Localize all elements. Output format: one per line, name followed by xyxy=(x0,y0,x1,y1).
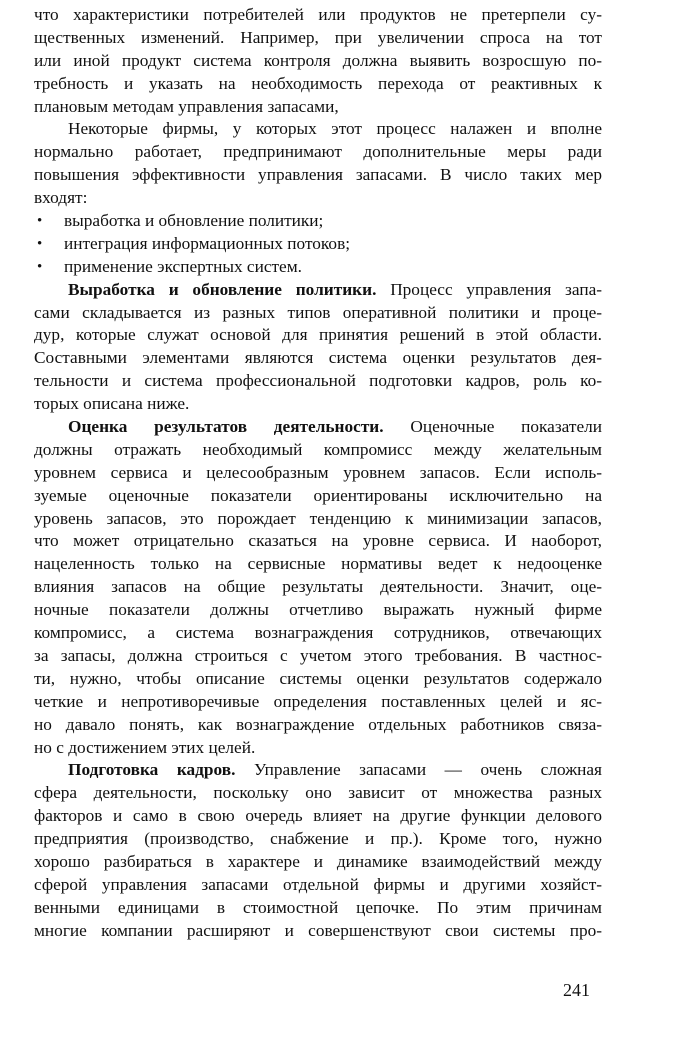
text-line: дур, которые служат основой для принятия решений в этой области. xyxy=(34,325,602,345)
text-line: ти, нужно, чтобы описание системы оценки результатов содержало xyxy=(34,668,602,688)
text-line: повышения эффективности управления запасами. В число таких мер xyxy=(34,165,602,185)
bullet-marker: • xyxy=(37,235,43,252)
text-line: сами складывается из разных типов оперативной политики и проце- xyxy=(34,302,602,322)
bullet-item xyxy=(34,210,602,233)
text-line: но с достижением этих целей. xyxy=(34,737,256,757)
text-line: сфера деятельности, поскольку оно зависит от множества разных xyxy=(34,783,602,803)
text-line: должны отражать необходимый компромисс между желательным xyxy=(34,439,602,459)
text-line: что характеристики потребителей или продуктов не претерпели су- xyxy=(34,5,602,24)
text-line: но давало понять, как вознаграждение отдельных работников связа- xyxy=(34,714,602,734)
text-line xyxy=(34,759,602,782)
text-line: за запасы, должна строиться с учетом этого требования. В частнос- xyxy=(34,645,602,665)
section-heading-training: Подготовка кадров. xyxy=(68,760,236,780)
text-line: Составными элементами являются система оценки результатов дея- xyxy=(34,348,602,368)
bullet-text: выработка и обновление политики; xyxy=(64,211,324,231)
text-line: уровнем сервиса и целесообразным уровнем запасов. Если исполь- xyxy=(34,462,602,482)
text-line: Некоторые фирмы, у которых этот процесс налажен и вполне xyxy=(68,119,602,139)
text-run: Оценочные показатели xyxy=(410,417,602,437)
text-line: факторов и само в свою очередь влияет на другие функции делового xyxy=(34,806,602,826)
text-line: щественных изменений. Например, при увеличении спроса на тот xyxy=(34,27,602,47)
page-number: 241 xyxy=(563,980,590,1000)
text-line: тельности и система профессиональной подготовки кадров, роль ко- xyxy=(34,371,602,391)
text-line: уровень запасов, это порождает тенденцию к минимизации запасов, xyxy=(34,508,602,528)
text-run: Процесс управления запа- xyxy=(390,279,602,299)
text-line: многие компании расширяют и совершенствуют свои системы про- xyxy=(34,920,602,940)
text-line xyxy=(34,279,602,302)
section-heading-evaluation: Оценка результатов деятельности. xyxy=(68,417,384,437)
text-line: что может отрицательно сказаться на уровне сервиса. И наоборот, xyxy=(34,531,602,551)
text-line: венными единицами в стоимостной цепочке. По этим причинам xyxy=(34,897,602,917)
text-line: зуемые оценочные показатели ориентированы исключительно на xyxy=(34,485,602,505)
bullet-marker: • xyxy=(37,258,43,275)
text-line: четкие и непротиворечивые определения поставленных целей и яс- xyxy=(34,691,602,711)
bullet-item xyxy=(34,256,602,279)
text-line: требность и указать на необходимость перехода от реактивных к xyxy=(34,73,602,93)
text-line: нормально работает, предпринимают дополнительные меры ради xyxy=(34,142,602,162)
bullet-text: интеграция информационных потоков; xyxy=(64,233,351,253)
text-run: Управление запасами — очень сложная xyxy=(253,760,602,780)
text-line: плановым методам управления запасами, xyxy=(34,96,339,116)
bullet-item xyxy=(34,233,602,256)
text-line: хорошо разбираться в характере и динамике взаимодействий между xyxy=(34,851,602,871)
text-line xyxy=(34,416,602,439)
text-line: нацеленность только на сервисные нормативы ведет к недооценке xyxy=(34,554,602,574)
text-line: или иной продукт система контроля должна выявить возросшую по- xyxy=(34,50,602,70)
text-line: компромисс, а система вознаграждения сотрудников, отвечающих xyxy=(34,623,602,643)
text-line: сферой управления запасами отдельной фирмы и другими хозяйст- xyxy=(34,874,602,894)
text-line: влияния запасов на общие результаты деятельности. Значит, оце- xyxy=(34,577,602,597)
bullet-marker: • xyxy=(37,213,43,230)
text-line: предприятия (производство, снабжение и пр.). Кроме того, нужно xyxy=(34,829,602,849)
section-heading-policy: Выработка и обновление политики. xyxy=(68,279,377,299)
bullet-text: применение экспертных систем. xyxy=(64,256,302,276)
text-line: ночные показатели должны отчетливо выражать нужный фирме xyxy=(34,600,602,620)
text-line: входят: xyxy=(34,188,88,208)
text-line: торых описана ниже. xyxy=(34,394,190,414)
